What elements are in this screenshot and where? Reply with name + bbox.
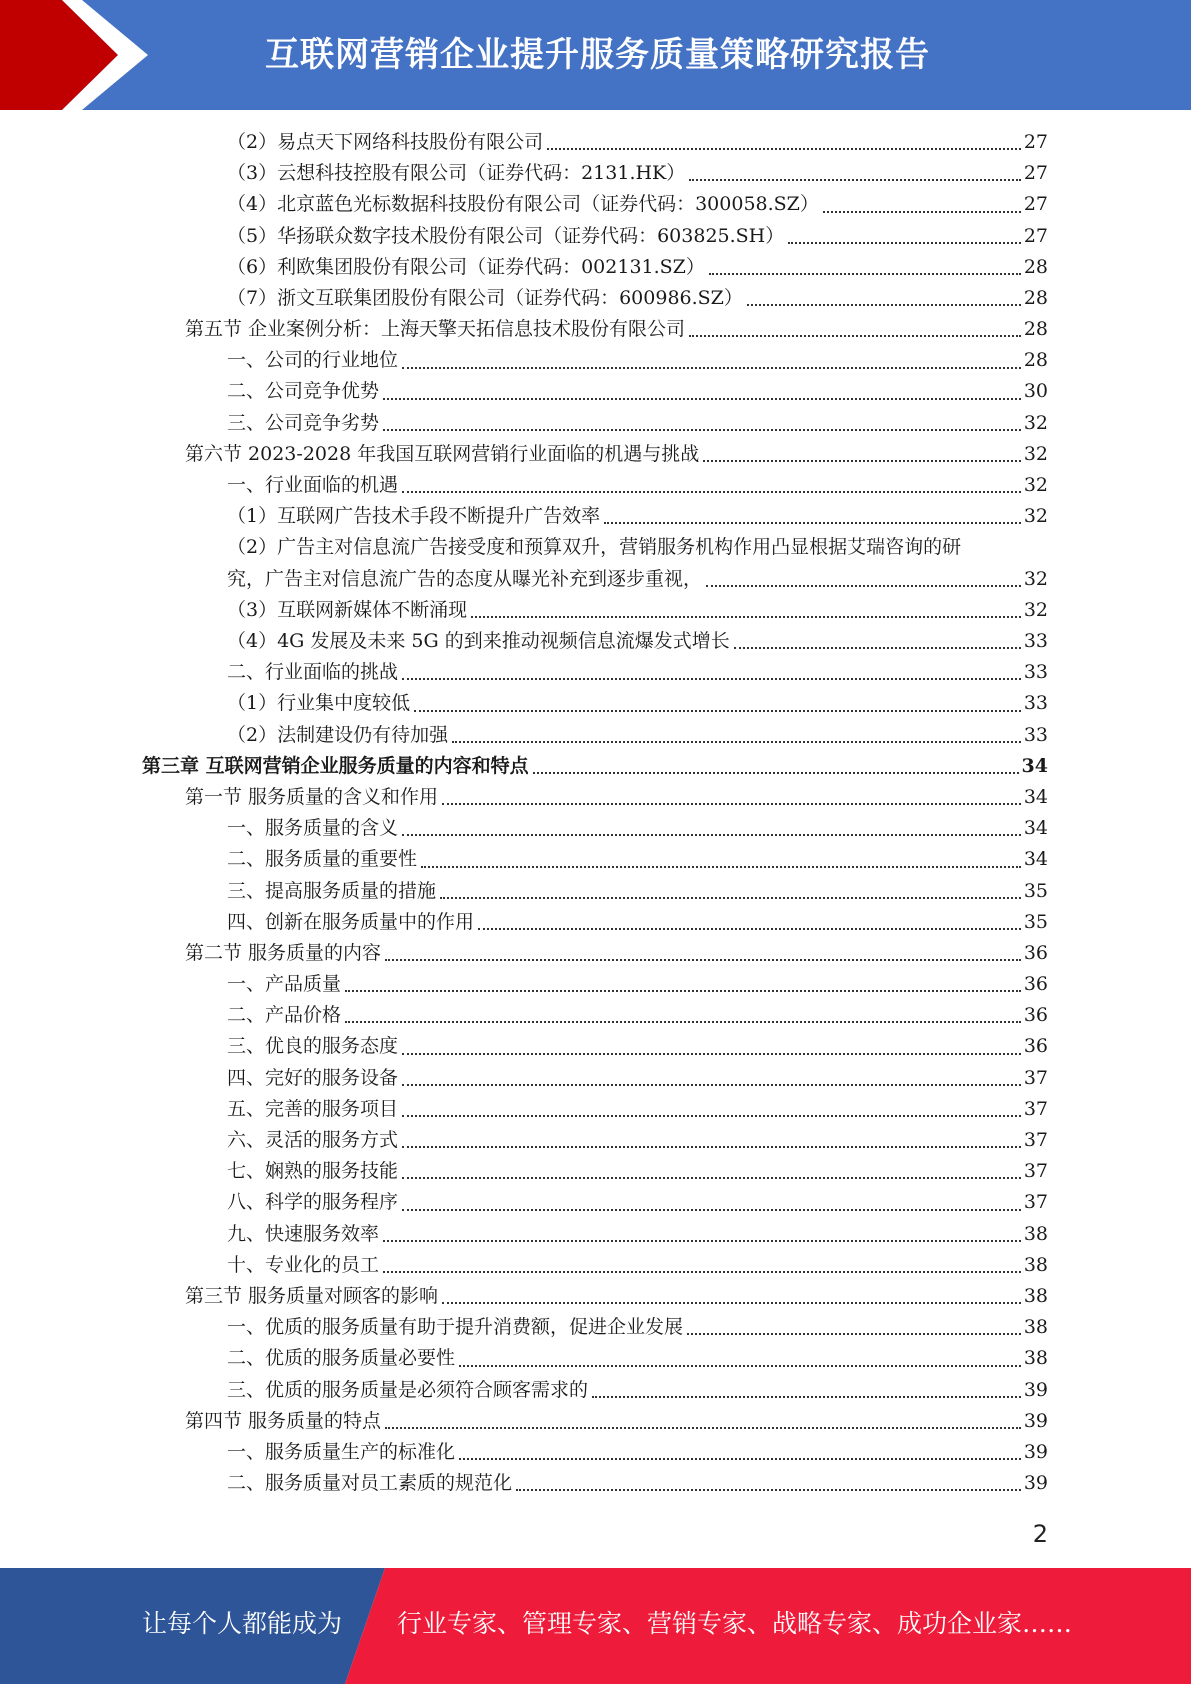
toc-dot-leader (402, 1145, 1021, 1148)
toc-entry-title: 七、娴熟的服务技能 (227, 1160, 399, 1183)
toc-entry[interactable] (0, 1187, 1191, 1218)
toc-dot-leader (703, 459, 1021, 462)
toc-entry-title: 一、服务质量的含义 (227, 817, 399, 840)
footer-slogan-left: 让每个人都能成为 (142, 1609, 343, 1638)
toc-entry[interactable] (0, 189, 1191, 220)
page-header (0, 0, 1191, 110)
toc-page-number: 37 (1023, 1066, 1048, 1089)
toc-entry-title: 第二节 服务质量的内容 (185, 941, 382, 964)
toc-dot-leader (402, 366, 1021, 369)
toc-entry[interactable] (0, 1125, 1191, 1156)
toc-entry[interactable] (0, 470, 1191, 501)
toc-page-number: 37 (1023, 1160, 1048, 1183)
toc-entry[interactable] (0, 751, 1191, 782)
toc-entry[interactable] (0, 408, 1191, 439)
toc-entry-title: 第四节 服务质量的特点 (185, 1409, 382, 1432)
toc-dot-leader (402, 1176, 1021, 1179)
toc-dot-leader (442, 1301, 1021, 1304)
toc-entry-title: （6）利欧集团股份有限公司（证券代码：002131.SZ） (227, 255, 705, 278)
toc-page-number: 38 (1023, 1347, 1048, 1370)
toc-page-number: 38 (1023, 1316, 1048, 1339)
page-footer (0, 1568, 1191, 1684)
toc-entry-title: 一、产品质量 (227, 973, 342, 996)
toc-page-number: 36 (1023, 1004, 1048, 1027)
footer-slogan-right: 行业专家、管理专家、营销专家、战略专家、成功企业家…… (397, 1609, 1073, 1638)
toc-page-number: 33 (1023, 692, 1048, 715)
toc-dot-leader (383, 1270, 1021, 1273)
toc-entry[interactable] (0, 532, 1191, 594)
toc-entry[interactable] (0, 1281, 1191, 1312)
toc-page-number: 34 (1023, 848, 1048, 871)
toc-page-number: 36 (1023, 973, 1048, 996)
toc-dot-leader (459, 1364, 1021, 1367)
toc-entry-title: 二、公司竞争优势 (227, 380, 380, 403)
toc-dot-leader (459, 1457, 1021, 1460)
toc-entry-title: 二、行业面临的挑战 (227, 661, 399, 684)
toc-entry-title: （3）云想科技控股有限公司（证券代码：2131.HK） (227, 162, 686, 185)
toc-page-number: 28 (1023, 349, 1048, 372)
toc-page-number: 28 (1023, 255, 1048, 278)
toc-page-number: 37 (1023, 1129, 1048, 1151)
toc-entry[interactable] (0, 377, 1191, 408)
toc-dot-leader (604, 521, 1021, 524)
toc-entry-title: （5）华扬联众数字技术股份有限公司（证券代码：603825.SH） (227, 224, 785, 247)
toc-entry[interactable] (0, 688, 1191, 719)
page-number: 2 (1032, 1520, 1048, 1548)
toc-dot-leader (402, 1083, 1021, 1086)
toc-dot-leader (383, 397, 1021, 400)
toc-entry-title: （7）浙文互联集团股份有限公司（证券代码：600986.SZ） (227, 286, 743, 309)
toc-page-number: 38 (1023, 1253, 1048, 1276)
toc-dot-leader (516, 1488, 1021, 1491)
toc-page-number: 39 (1023, 1440, 1048, 1463)
toc-entry-title: 第五节 企业案例分析：上海天擎天拓信息技术股份有限公司 (185, 318, 686, 341)
toc-page-number: 38 (1023, 1284, 1048, 1307)
toc-entry-title-continued: 究，广告主对信息流广告的态度从曝光补充到逐步重视， (227, 567, 703, 590)
toc-page-number: 32 (1023, 505, 1048, 528)
toc-entry-title: 第三章 互联网营销企业服务质量的内容和特点 (142, 754, 529, 777)
toc-entry[interactable] (0, 626, 1191, 657)
toc-entry-title: （4）北京蓝色光标数据科技股份有限公司（证券代码：300058.SZ） (227, 193, 819, 216)
toc-dot-leader (687, 1332, 1021, 1335)
toc-entry-title: （2）广告主对信息流广告接受度和预算双升，营销服务机构作用凸显根据艾瑞咨询的研 (227, 536, 962, 559)
toc-entry[interactable] (0, 1250, 1191, 1281)
toc-page-number: 27 (1023, 224, 1048, 247)
toc-dot-leader (440, 896, 1021, 899)
toc-entry-title: 六、灵活的服务方式 (227, 1129, 399, 1151)
toc-entry-title: 三、公司竞争劣势 (227, 411, 380, 434)
toc-page-number: 35 (1023, 879, 1048, 902)
toc-entry-title: 十、专业化的员工 (227, 1253, 380, 1276)
toc-dot-leader (402, 1052, 1021, 1055)
toc-entry[interactable] (0, 158, 1191, 189)
toc-entry-title: 九、快速服务效率 (227, 1222, 380, 1245)
toc-page-number: 27 (1023, 130, 1048, 153)
toc-entry-title: 二、产品价格 (227, 1004, 342, 1027)
toc-dot-leader (345, 1020, 1021, 1023)
toc-entry[interactable] (0, 1031, 1191, 1062)
toc-entry-title: 四、创新在服务质量中的作用 (227, 910, 475, 933)
toc-entry-title: 一、服务质量生产的标准化 (227, 1440, 456, 1463)
toc-dot-leader (478, 927, 1021, 930)
toc-entry[interactable] (0, 1437, 1191, 1468)
toc-entry-title: 三、提高服务质量的措施 (227, 879, 437, 902)
toc-entry[interactable] (0, 1219, 1191, 1250)
toc-entry[interactable] (0, 1063, 1191, 1094)
toc-page-number: 30 (1023, 380, 1048, 403)
toc-entry-title: 第一节 服务质量的含义和作用 (185, 785, 439, 808)
toc-entry-title: 二、服务质量对员工素质的规范化 (227, 1472, 513, 1495)
toc-entry[interactable] (0, 501, 1191, 532)
toc-dot-leader (442, 802, 1021, 805)
toc-dot-leader (383, 1239, 1021, 1242)
toc-entry-line2 (227, 564, 1048, 595)
toc-dot-leader (402, 833, 1021, 836)
toc-dot-leader (402, 677, 1021, 680)
toc-entry[interactable] (0, 127, 1191, 158)
toc-dot-leader (471, 615, 1021, 618)
toc-entry[interactable] (0, 876, 1191, 907)
toc-entry-title: 三、优良的服务态度 (227, 1035, 399, 1058)
toc-entry[interactable] (0, 1156, 1191, 1187)
toc-dot-leader (823, 210, 1021, 213)
toc-page-number: 37 (1023, 1191, 1048, 1214)
toc-dot-leader (452, 740, 1021, 743)
toc-entry-title: 一、公司的行业地位 (227, 349, 399, 372)
toc-entry-title: （1）行业集中度较低 (227, 692, 411, 715)
toc-page-number: 27 (1023, 162, 1048, 185)
toc-dot-leader (747, 303, 1021, 306)
toc-dot-leader (734, 646, 1021, 649)
toc-entry-title: 一、行业面临的机遇 (227, 474, 399, 497)
toc-page-number: 32 (1023, 411, 1048, 434)
toc-page-number: 38 (1023, 1222, 1048, 1245)
toc-entry[interactable] (0, 252, 1191, 283)
toc-entry-title: 四、完好的服务设备 (227, 1066, 399, 1089)
report-title: 互联网营销企业提升服务质量策略研究报告 (265, 35, 930, 75)
toc-entry-title: 二、优质的服务质量必要性 (227, 1347, 456, 1370)
toc-page-number: 34 (1023, 785, 1048, 808)
toc-entry[interactable] (0, 595, 1191, 626)
toc-page-number: 27 (1023, 193, 1048, 216)
toc-entry-title: 八、科学的服务程序 (227, 1191, 399, 1214)
toc-entry-title: （2）易点天下网络科技股份有限公司 (227, 130, 544, 153)
toc-dot-leader (402, 490, 1021, 493)
toc-page-number: 32 (1023, 567, 1048, 590)
toc-dot-leader (402, 1208, 1021, 1211)
toc-entry-title: （4）4G 发展及未来 5G 的到来推动视频信息流爆发式增长 (227, 630, 730, 652)
toc-entry[interactable] (0, 720, 1191, 751)
toc-entry-title: （2）法制建设仍有待加强 (227, 723, 449, 746)
toc-entry-title: 五、完善的服务项目 (227, 1097, 399, 1120)
toc-entry-title: 第三节 服务质量对顾客的影响 (185, 1284, 439, 1307)
toc-page-number: 33 (1023, 661, 1048, 684)
toc-page-number: 28 (1023, 318, 1048, 341)
toc-dot-leader (345, 989, 1021, 992)
toc-entry[interactable] (0, 221, 1191, 252)
toc-entry[interactable] (0, 1094, 1191, 1125)
toc-entry[interactable] (0, 907, 1191, 938)
toc-entry-title: 一、优质的服务质量有助于提升消费额，促进企业发展 (227, 1316, 684, 1339)
toc-dot-leader (421, 865, 1021, 868)
toc-entry[interactable] (0, 314, 1191, 345)
toc-page-number: 36 (1023, 941, 1048, 964)
toc-dot-leader (689, 178, 1021, 181)
toc-page-number: 34 (1023, 817, 1048, 840)
toc-page-number: 32 (1023, 598, 1048, 621)
toc-page-number: 39 (1023, 1472, 1048, 1495)
toc-page-number: 33 (1023, 630, 1048, 652)
toc-dot-leader (414, 709, 1021, 712)
toc-entry[interactable] (0, 283, 1191, 314)
toc-page-number: 32 (1023, 474, 1048, 497)
toc-page-number: 36 (1023, 1035, 1048, 1058)
toc-entry[interactable] (0, 1406, 1191, 1437)
toc-entry[interactable] (0, 969, 1191, 1000)
toc-dot-leader (547, 147, 1021, 150)
table-of-contents (0, 127, 1191, 1499)
toc-page-number: 39 (1023, 1378, 1048, 1401)
toc-page-number: 32 (1023, 442, 1048, 465)
toc-dot-leader (706, 584, 1021, 587)
toc-page-number: 28 (1023, 286, 1048, 309)
toc-entry[interactable] (0, 813, 1191, 844)
toc-entry[interactable] (0, 345, 1191, 376)
toc-dot-leader (709, 272, 1021, 275)
toc-entry-title: （1）互联网广告技术手段不断提升广告效率 (227, 505, 601, 528)
toc-entry[interactable] (0, 1343, 1191, 1374)
toc-entry[interactable] (0, 1312, 1191, 1343)
toc-entry[interactable] (0, 1000, 1191, 1031)
toc-entry[interactable] (0, 782, 1191, 813)
toc-dot-leader (592, 1395, 1021, 1398)
toc-dot-leader (385, 958, 1021, 961)
toc-dot-leader (533, 771, 1019, 774)
toc-page-number: 35 (1023, 910, 1048, 933)
toc-page-number: 34 (1021, 754, 1048, 777)
toc-entry[interactable] (0, 938, 1191, 969)
toc-page-number: 37 (1023, 1097, 1048, 1120)
toc-page-number: 33 (1023, 723, 1048, 746)
toc-entry[interactable] (0, 1375, 1191, 1406)
toc-entry-title: 第六节 2023-2028 年我国互联网营销行业面临的机遇与挑战 (185, 442, 700, 465)
toc-dot-leader (788, 241, 1021, 244)
toc-entry-title: 二、服务质量的重要性 (227, 848, 418, 871)
toc-dot-leader (689, 334, 1021, 337)
toc-entry[interactable] (0, 1468, 1191, 1499)
toc-entry[interactable] (0, 439, 1191, 470)
toc-page-number: 39 (1023, 1409, 1048, 1432)
toc-entry[interactable] (0, 844, 1191, 875)
toc-entry[interactable] (0, 657, 1191, 688)
toc-dot-leader (402, 1114, 1021, 1117)
toc-entry-title: 三、优质的服务质量是必须符合顾客需求的 (227, 1378, 589, 1401)
toc-dot-leader (383, 428, 1021, 431)
toc-entry-title: （3）互联网新媒体不断涌现 (227, 598, 468, 621)
toc-dot-leader (385, 1426, 1021, 1429)
